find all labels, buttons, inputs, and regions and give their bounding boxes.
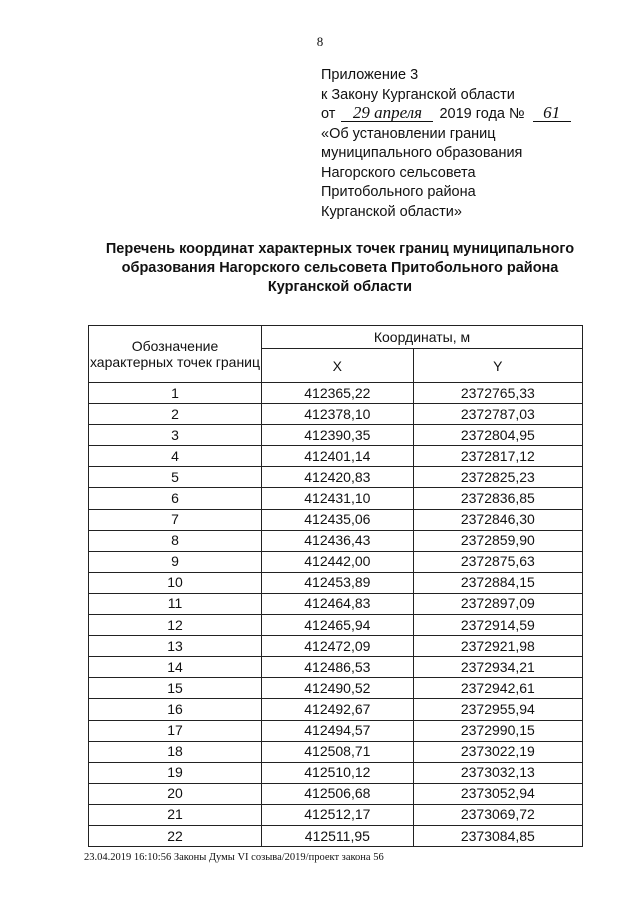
coordinates-table	[88, 325, 583, 847]
appendix-law-title-2: муниципального образования	[321, 145, 523, 161]
cell-y: 2372817,12	[413, 446, 582, 467]
table-row	[89, 404, 583, 425]
table-row	[89, 678, 583, 699]
cell-x: 412508,71	[262, 741, 414, 762]
cell-y: 2373032,13	[413, 762, 582, 783]
table-row	[89, 825, 583, 846]
cell-x: 412464,83	[262, 593, 414, 614]
cell-x: 412442,00	[262, 551, 414, 572]
cell-point-id: 2	[89, 404, 262, 425]
table-row	[89, 762, 583, 783]
cell-point-id: 18	[89, 741, 262, 762]
cell-x: 412435,06	[262, 509, 414, 530]
appendix-law-title-3: Нагорского сельсовета	[321, 164, 476, 181]
cell-x: 412420,83	[262, 467, 414, 488]
table-row	[89, 572, 583, 593]
table-row	[89, 783, 583, 804]
cell-y: 2372990,15	[413, 720, 582, 741]
table-row	[89, 425, 583, 446]
cell-point-id: 1	[89, 383, 262, 404]
cell-point-id: 8	[89, 530, 262, 551]
cell-point-id: 6	[89, 488, 262, 509]
cell-x: 412506,68	[262, 783, 414, 804]
table-row	[89, 636, 583, 657]
cell-x: 412492,67	[262, 699, 414, 720]
cell-y: 2372787,03	[413, 404, 582, 425]
cell-point-id: 3	[89, 425, 262, 446]
title-line-1: Перечень координат характерных точек границ муниципального	[105, 241, 575, 257]
document-title	[60, 240, 620, 297]
cell-y: 2372897,09	[413, 593, 582, 614]
cell-point-id: 9	[89, 551, 262, 572]
cell-x: 412490,52	[262, 678, 414, 699]
cell-x: 412401,14	[262, 446, 414, 467]
cell-x: 412390,35	[262, 425, 414, 446]
appendix-block	[321, 66, 571, 222]
cell-y: 2372955,94	[413, 699, 582, 720]
cell-point-id: 17	[89, 720, 262, 741]
cell-x: 412494,57	[262, 720, 414, 741]
header-x: X	[262, 349, 414, 383]
cell-point-id: 7	[89, 509, 262, 530]
cell-y: 2372914,59	[413, 615, 582, 636]
cell-y: 2372884,15	[413, 572, 582, 593]
cell-point-id: 12	[89, 615, 262, 636]
table-row	[89, 615, 583, 636]
table-row	[89, 804, 583, 825]
handwritten-law-number: 61	[533, 105, 571, 122]
header-coordinates: Координаты, м	[262, 326, 583, 349]
cell-x: 412365,22	[262, 383, 414, 404]
cell-y: 2372825,23	[413, 467, 582, 488]
cell-x: 412436,43	[262, 530, 414, 551]
cell-y: 2372804,95	[413, 425, 582, 446]
cell-point-id: 16	[89, 699, 262, 720]
footer-stamp: 23.04.2019 16:10:56 Законы Думы VI созыва/2019/проект закона 56	[84, 852, 384, 863]
page-number: 8	[316, 34, 324, 49]
cell-x: 412431,10	[262, 488, 414, 509]
appendix-law-title-4: Притобольного района	[321, 184, 476, 200]
table-row	[89, 509, 583, 530]
table-row	[89, 720, 583, 741]
handwritten-date: 29 апреля	[341, 105, 433, 122]
header-y: Y	[413, 349, 582, 383]
cell-y: 2373069,72	[413, 804, 582, 825]
appendix-from-prefix: от	[321, 106, 336, 122]
cell-point-id: 13	[89, 636, 262, 657]
cell-x: 412486,53	[262, 657, 414, 678]
cell-y: 2372942,61	[413, 678, 582, 699]
cell-x: 412465,94	[262, 615, 414, 636]
title-line-2: образования Нагорского сельсовета Притобольного района	[121, 260, 559, 276]
cell-point-id: 14	[89, 657, 262, 678]
cell-x: 412472,09	[262, 636, 414, 657]
cell-y: 2372859,90	[413, 530, 582, 551]
cell-point-id: 10	[89, 572, 262, 593]
table-row	[89, 488, 583, 509]
cell-point-id: 15	[89, 678, 262, 699]
cell-point-id: 4	[89, 446, 262, 467]
table-row	[89, 383, 583, 404]
table-row	[89, 446, 583, 467]
table-row	[89, 551, 583, 572]
appendix-law-ref: к Закону Курганской области	[321, 86, 515, 103]
appendix-year-text: 2019 года №	[439, 106, 525, 122]
table-row	[89, 530, 583, 551]
table-row	[89, 467, 583, 488]
cell-y: 2372846,30	[413, 509, 582, 530]
table-row	[89, 699, 583, 720]
table-row	[89, 741, 583, 762]
cell-point-id: 19	[89, 762, 262, 783]
cell-y: 2373022,19	[413, 741, 582, 762]
cell-x: 412511,95	[262, 825, 414, 846]
cell-point-id: 5	[89, 467, 262, 488]
title-line-3: Курганской области	[267, 279, 413, 295]
cell-y: 2372836,85	[413, 488, 582, 509]
appendix-title: Приложение 3	[321, 67, 419, 83]
cell-y: 2373084,85	[413, 825, 582, 846]
appendix-law-title-1: «Об установлении границ	[321, 125, 496, 142]
cell-x: 412510,12	[262, 762, 414, 783]
cell-y: 2372934,21	[413, 657, 582, 678]
appendix-date-line	[321, 105, 571, 125]
cell-y: 2373052,94	[413, 783, 582, 804]
cell-point-id: 21	[89, 804, 262, 825]
cell-y: 2372921,98	[413, 636, 582, 657]
cell-point-id: 11	[89, 593, 262, 614]
cell-x: 412453,89	[262, 572, 414, 593]
table-row	[89, 657, 583, 678]
table-body	[89, 383, 583, 847]
appendix-law-title-5: Курганской области»	[321, 203, 462, 220]
cell-point-id: 20	[89, 783, 262, 804]
header-designation: Обозначение характерных точек границ	[89, 326, 262, 383]
cell-point-id: 22	[89, 825, 262, 846]
cell-y: 2372765,33	[413, 383, 582, 404]
cell-x: 412378,10	[262, 404, 414, 425]
cell-x: 412512,17	[262, 804, 414, 825]
table-row	[89, 593, 583, 614]
cell-y: 2372875,63	[413, 551, 582, 572]
